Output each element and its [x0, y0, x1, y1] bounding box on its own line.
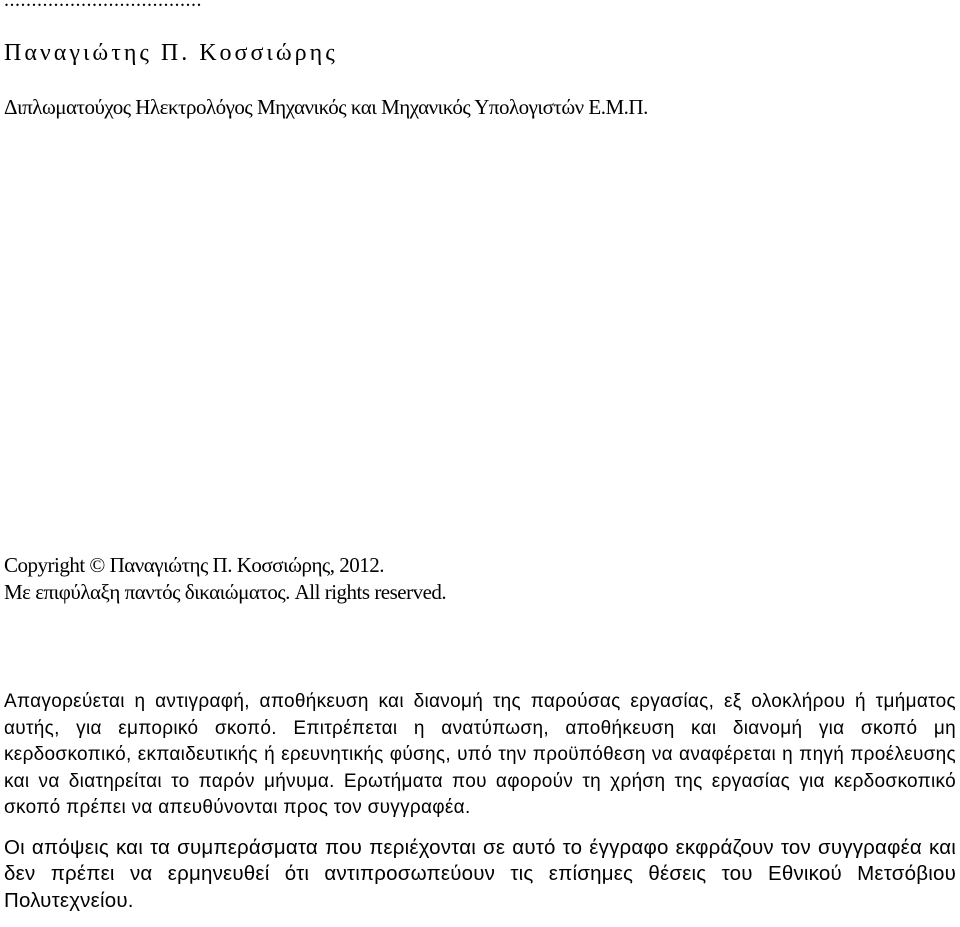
- copyright-notice: Copyright © Παναγιώτης Π. Κοσσιώρης, 2012.: [4, 553, 384, 577]
- usage-terms-paragraph: Απαγορεύεται η αντιγραφή, αποθήκευση και διανομή της παρούσας εργασίας, εξ ολοκλήρου ή τμήματος αυτής, για εμπορικό σκοπό. Επιτρέπεται η ανατύπωση, αποθήκευση και διανομή για σκοπό μη κερδοσκοπικό, εκπαιδευτικής ή ερευνητικής φύσης, υπό την προϋπόθεση να αναφέρεται η πηγή προέλευσης και να διατηρείται το παρόν μήνυμα. Ερωτήματα που αφορούν τη χρήση της εργασίας για κερδοσκοπικό σκοπό πρέπει να απευθύνονται προς τον συγγραφέα.: [4, 691, 956, 818]
- signature-dotted-line: ....................................: [4, 0, 202, 11]
- disclaimer-paragraph: Οι απόψεις και τα συμπεράσματα που περιέχονται σε αυτό το έγγραφο εκφράζουν τον συγγραφέα και δεν πρέπει να ερμηνευθεί ότι αντιπροσωπεύουν τις επίσημες θέσεις του Εθνικού Μετσόβιου Πολυτεχνείου.: [4, 835, 956, 912]
- author-degree: Διπλωματούχος Ηλεκτρολόγος Μηχανικός και Μηχανικός Υπολογιστών Ε.Μ.Π.: [4, 95, 648, 119]
- author-name: Παναγιώτης Π. Κοσσιώρης: [4, 40, 338, 66]
- legal-notice: [4, 689, 956, 914]
- copyright-block: [4, 552, 446, 606]
- rights-reserved-notice: Με επιφύλαξη παντός δικαιώματος. All rights reserved.: [4, 580, 447, 604]
